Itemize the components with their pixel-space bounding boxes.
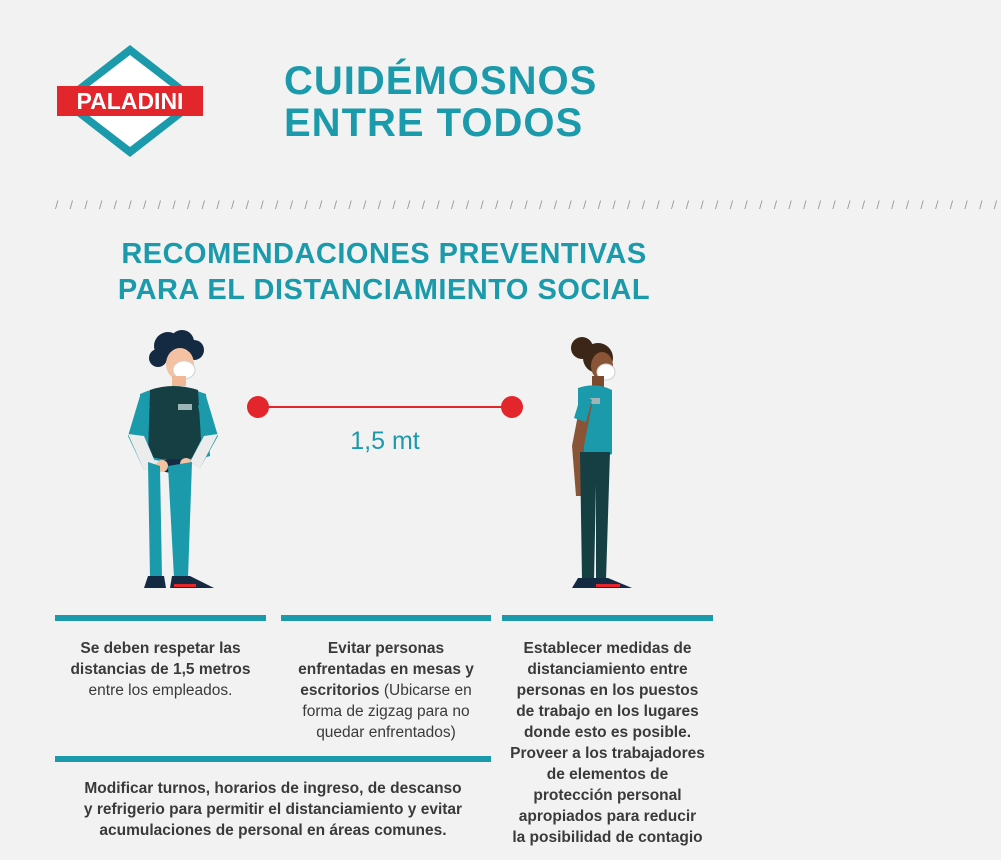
card-1-rest: entre los empleados. [88,682,233,699]
card-3-line: personas en los puestos [516,682,699,699]
card-2-rest1: (Ubicarse en [379,682,472,699]
card-2-rest3: quedar enfrentados) [316,724,456,741]
card-4-line2: y refrigerio para permitir el distanciamiento y evitar [83,801,463,818]
logo-text: PALADINI [76,88,184,114]
subtitle-line1: RECOMENDACIONES PREVENTIVAS [121,238,647,270]
woman-illustration [552,334,642,596]
card-3-line: la posibilidad de contagio [512,829,703,846]
card-1-bar [55,615,266,621]
card-1-bold1: Se deben respetar las [80,640,241,657]
card-3-line: protección personal [533,787,682,804]
man-illustration [118,326,228,596]
card-3-line: Establecer medidas de [523,640,692,657]
subtitle [0,236,768,308]
card-3 [497,638,718,848]
headline-line2: ENTRE TODOS [284,101,584,145]
card-2-bold3: escritorios [300,682,380,699]
card-1-bold2: distancias de 1,5 metros [70,661,251,678]
distance-label: 1,5 mt [350,427,420,455]
card-2-bar [281,615,491,621]
headline-line1: CUIDÉMOSNOS [284,59,598,103]
paladini-logo [55,42,205,160]
subtitle-line2: PARA EL DISTANCIAMIENTO SOCIAL [117,274,651,306]
card-3-bar [502,615,713,621]
card-2 [276,638,496,743]
card-4-line1: Modificar turnos, horarios de ingreso, de descanso [84,780,462,797]
card-2-bold1: Evitar personas [327,640,445,657]
card-3-line: donde esto es posible. [523,724,692,741]
card-4-bar [55,756,491,762]
dashed-divider: / / / / / / / / / / / / / / / / / / / / / / / / / / / / / / / / / / / / / / / / / / / / / / / / / / / / / / / / / / / / / / / / / [55,198,1001,212]
card-4 [50,778,496,841]
card-3-line: de elementos de [546,766,669,783]
card-3-line: apropiados para reducir [518,808,697,825]
card-2-bold2: enfrentadas en mesas y [298,661,474,678]
card-3-line: distanciamiento entre [527,661,688,678]
card-4-line3: acumulaciones de personal en áreas comunes. [99,822,447,839]
card-2-rest2: forma de zigzag para no [302,703,470,720]
card-3-line: Proveer a los trabajadores [510,745,705,762]
card-3-line: de trabajo en los lugares [516,703,699,720]
headline [284,60,597,144]
card-1 [55,638,266,701]
distance-line [240,392,530,422]
